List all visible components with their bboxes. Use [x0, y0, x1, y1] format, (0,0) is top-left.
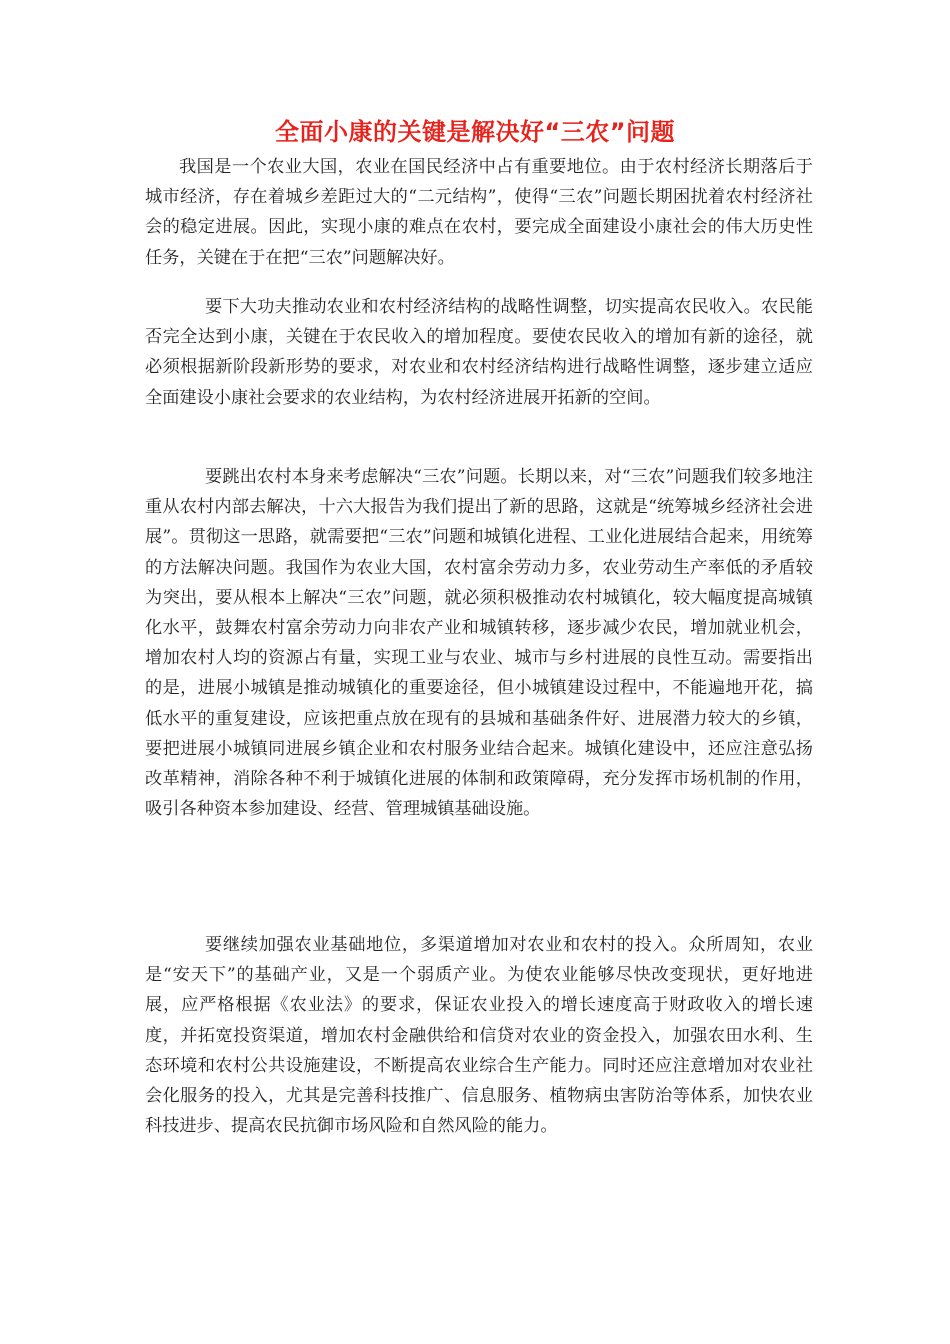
document-title: 全面小康的关键是解决好“三农”问题	[274, 118, 676, 146]
paragraph-structure-adjustment: 要下大功夫推动农业和农村经济结构的战略性调整，切实提高农民收入。农民能否完全达到小康，关键在于农民收入的增加程度。要使农民收入的增加有新的途径，就必须根据新阶段新形势的要求，对农业和农村经济结构进行战略性调整，逐步建立适应全面建设小康社会要求的农业结构，为农村经济进展开拓新的空间。	[145, 297, 813, 408]
paragraph-intro: 我国是一个农业大国，农业在国民经济中占有重要地位。由于农村经济长期落后于城市经济，存在着城乡差距过大的“二元结构”，使得“三农”问题长期困扰着农村经济社会的稳定进展。因此，实现小康的难点在农村，要完成全面建设小康社会的伟大历史性任务，关键在于在把“三农”问题解决好。	[145, 157, 813, 268]
paragraph-urbanization: 要跳出农村本身来考虑解决“三农”问题。长期以来，对“三农”问题我们较多地注重从农村内部去解决，十六大报告为我们提出了新的思路，这就是“统筹城乡经济社会进展”。贯彻这一思路，就需要把“三农”问题和城镇化进程、工业化进展结合起来，用统筹的方法解决问题。我国作为农业大国，农村富余劳动力多，农业劳动生产率低的矛盾较为突出，要从根本上解决“三农”问题，就必须积极推动农村城镇化，较大幅度提高城镇化水平，鼓舞农村富余劳动力向非农产业和城镇转移，逐步减少农民，增加就业机会，增加农村人均的资源占有量，实现工业与农业、城市与乡村进展的良性互动。需要指出的是，进展小城镇是推动城镇化的重要途径，但小城镇建设过程中，不能遍地开花，搞低水平的重复建设，应该把重点放在现有的县城和基础条件好、进展潜力较大的乡镇，要把进展小城镇同进展乡镇企业和农村服务业结合起来。城镇化建设中，还应注意弘扬改革精神，消除各种不利于城镇化进展的体制和政策障碍，充分发挥市场机制的作用，吸引各种资本参加建设、经营、管理城镇基础设施。	[145, 467, 813, 820]
paragraph-agricultural-investment: 要继续加强农业基础地位，多渠道增加对农业和农村的投入。众所周知，农业是“安天下”的基础产业，又是一个弱质产业。为使农业能够尽快改变现状，更好地进展，应严格根据《农业法》的要求，保证农业投入的增长速度高于财政收入的增长速度，并拓宽投资渠道，增加农村金融供给和信贷对农业的资金投入，加强农田水利、生态环境和农村公共设施建设，不断提高农业综合生产能力。同时还应注意增加对农业社会化服务的投入，尤其是完善科技推广、信息服务、植物病虫害防治等体系，加快农业科技进步、提高农民抗御市场风险和自然风险的能力。	[145, 935, 813, 1137]
